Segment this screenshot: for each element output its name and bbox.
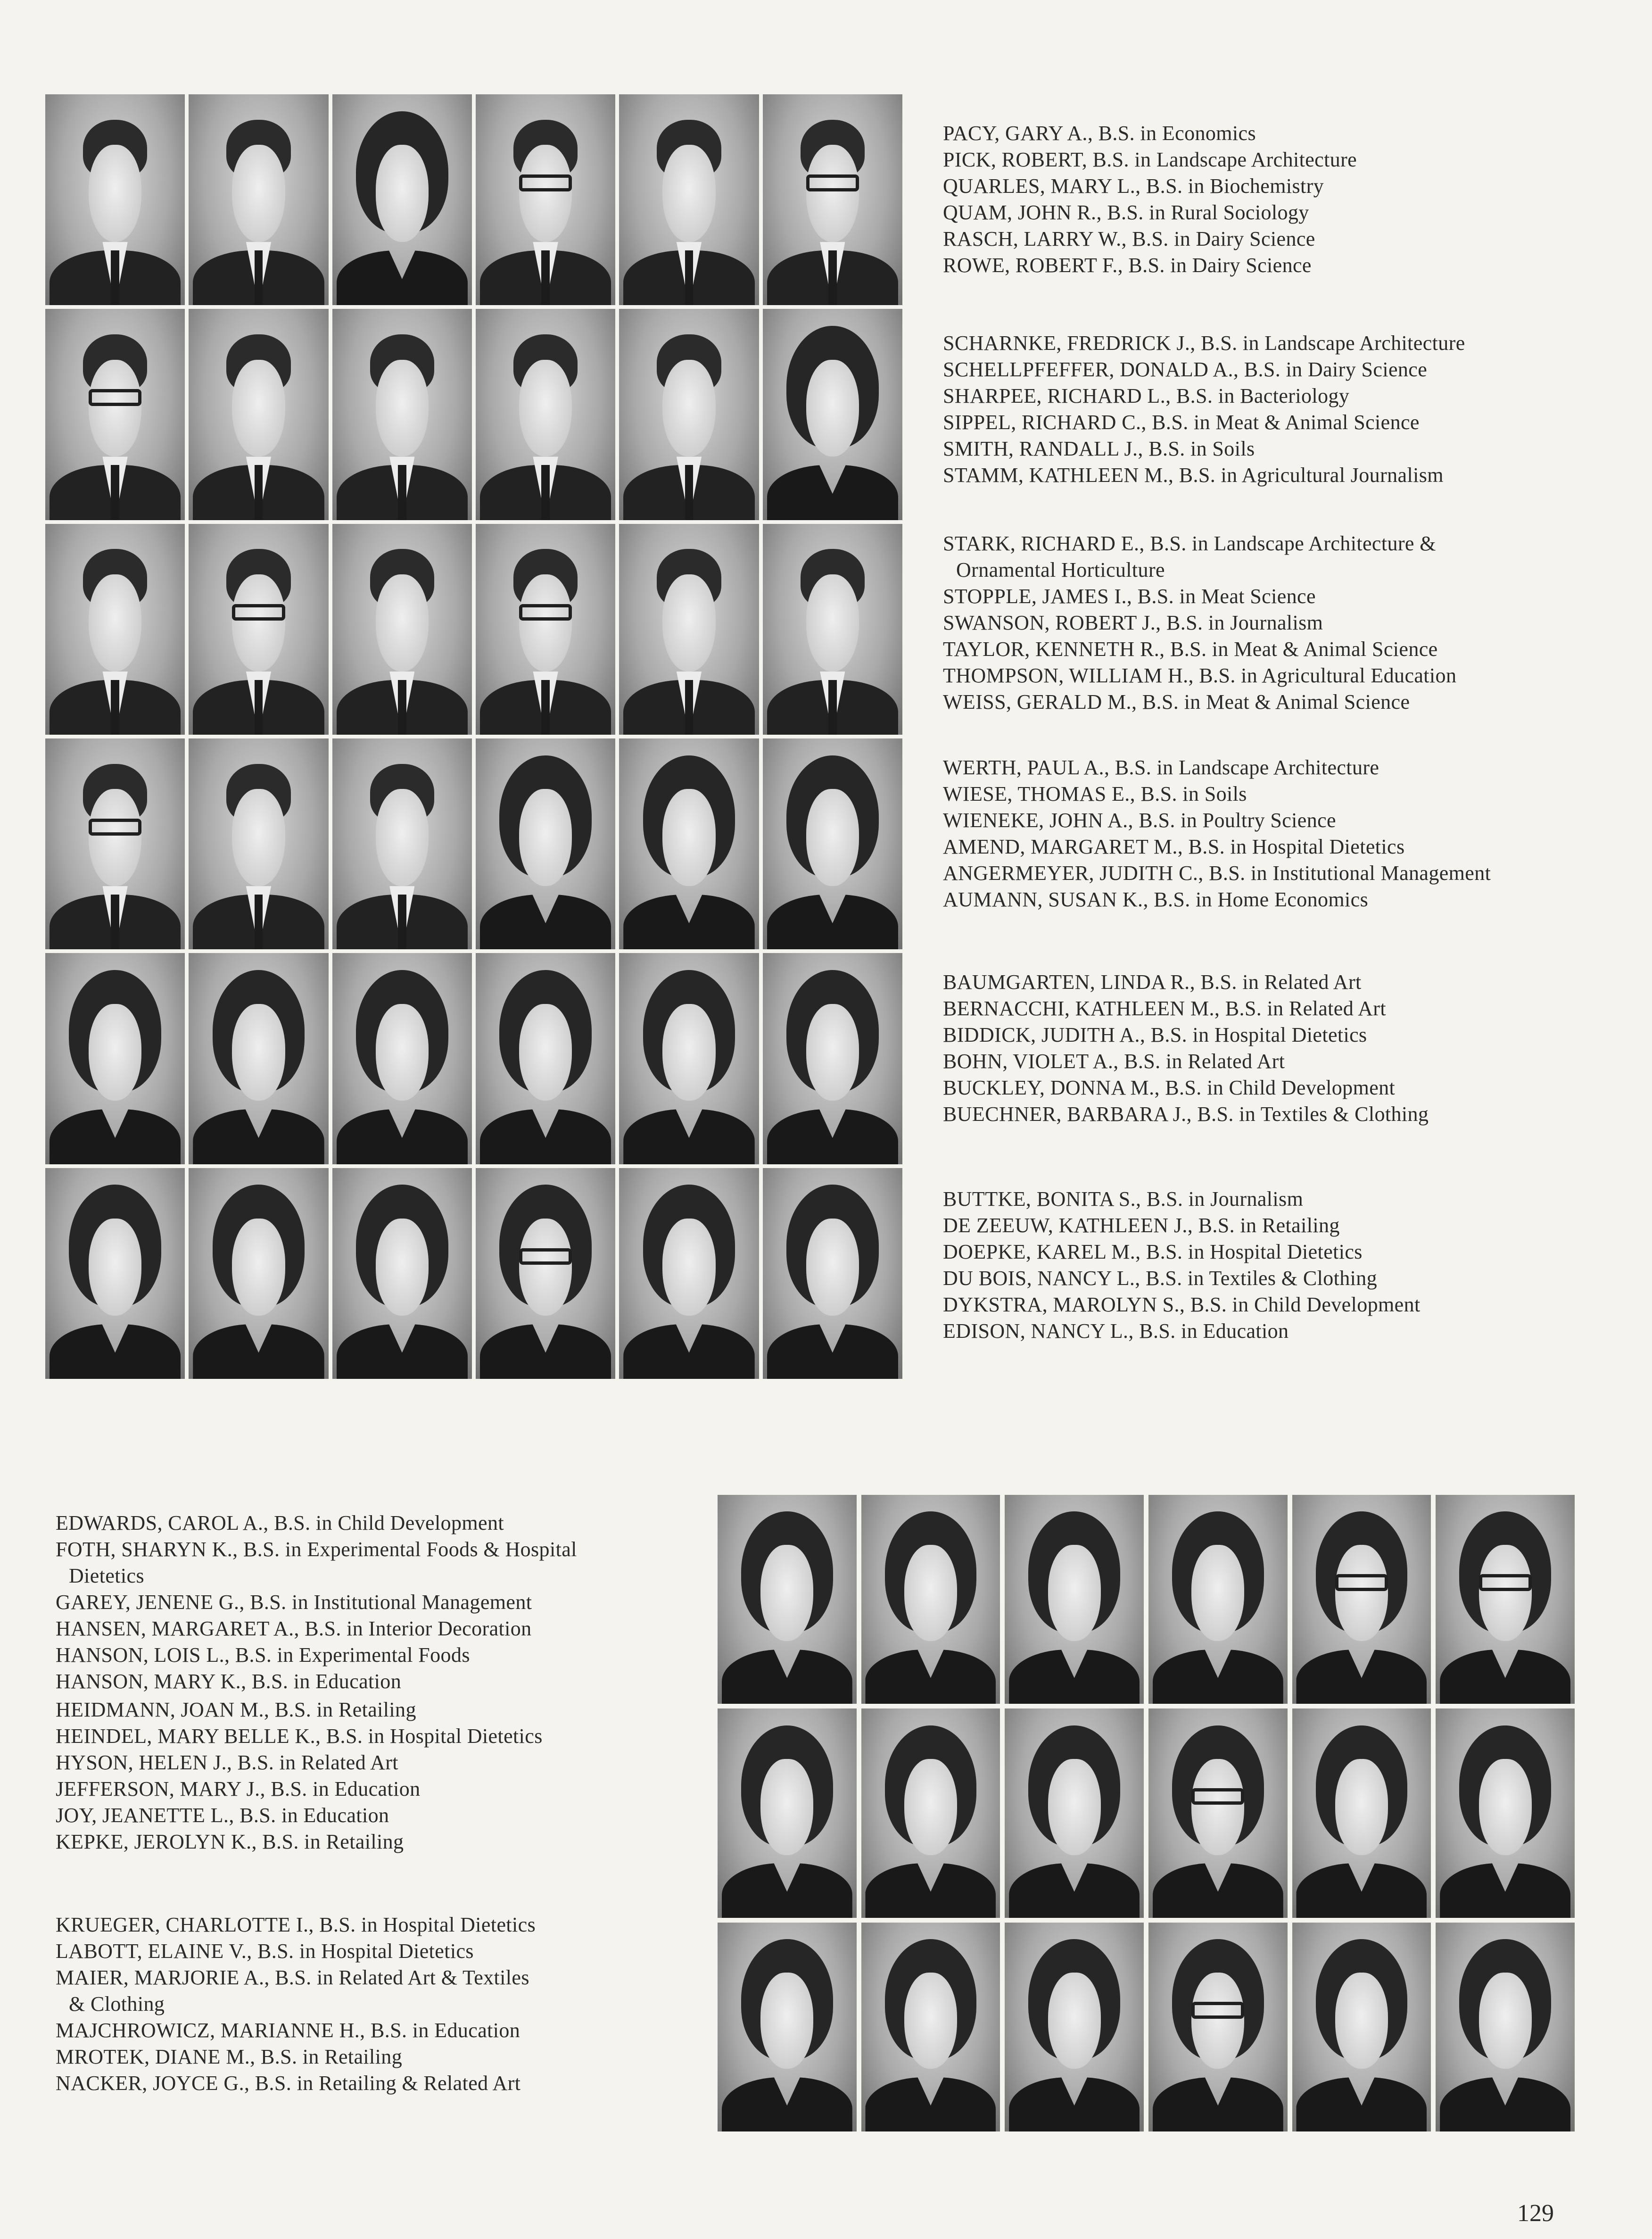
top-grid-portrait <box>45 309 185 520</box>
caption-block <box>56 1510 577 1695</box>
caption-line: FOTH, SHARYN K., B.S. in Experimental Foods & Hospital <box>56 1538 577 1561</box>
top-grid-portrait <box>189 524 328 735</box>
caption-line: ROWE, ROBERT F., B.S. in Dairy Science <box>943 254 1312 277</box>
caption-line: TAYLOR, KENNETH R., B.S. in Meat & Animal Science <box>943 638 1438 661</box>
top-grid-portrait <box>619 94 759 305</box>
caption-line: HANSON, LOIS L., B.S. in Experimental Foods <box>56 1643 470 1667</box>
top-grid-portrait <box>476 738 615 949</box>
top-grid-portrait <box>763 524 902 735</box>
caption-line: BUECHNER, BARBARA J., B.S. in Textiles & Clothing <box>943 1103 1429 1126</box>
caption-line: AMEND, MARGARET M., B.S. in Hospital Dietetics <box>943 835 1405 858</box>
top-grid-portrait <box>476 94 615 305</box>
top-grid-portrait <box>189 738 328 949</box>
top-grid-portrait <box>332 738 472 949</box>
top-grid-portrait <box>763 1168 902 1379</box>
caption-line: BAUMGARTEN, LINDA R., B.S. in Related Art <box>943 970 1362 994</box>
caption-line: THOMPSON, WILLIAM H., B.S. in Agricultural Education <box>943 664 1457 687</box>
caption-line: KEPKE, JEROLYN K., B.S. in Retailing <box>56 1830 404 1853</box>
top-grid-portrait <box>763 738 902 949</box>
bottom-grid-portrait <box>1148 1708 1288 1917</box>
top-grid-portrait <box>763 309 902 520</box>
caption-line: LABOTT, ELAINE V., B.S. in Hospital Dietetics <box>56 1940 474 1963</box>
caption-line: MAJCHROWICZ, MARIANNE H., B.S. in Education <box>56 2019 520 2042</box>
caption-line: MAIER, MARJORIE A., B.S. in Related Art & Textiles <box>56 1966 529 1989</box>
top-grid-portrait <box>476 309 615 520</box>
caption-line: BOHN, VIOLET A., B.S. in Related Art <box>943 1050 1285 1073</box>
caption-line: KRUEGER, CHARLOTTE I., B.S. in Hospital Dietetics <box>56 1913 536 1936</box>
top-grid-portrait <box>45 953 185 1164</box>
caption-line: QUAM, JOHN R., B.S. in Rural Sociology <box>943 201 1309 224</box>
top-grid-portrait <box>476 953 615 1164</box>
top-grid-portrait <box>332 1168 472 1379</box>
bottom-grid-portrait <box>1148 1495 1288 1704</box>
caption-line: Ornamental Horticulture <box>956 558 1165 581</box>
bottom-portrait-grid <box>718 1495 1575 2131</box>
caption-line: SIPPEL, RICHARD C., B.S. in Meat & Animal Science <box>943 411 1420 434</box>
bottom-grid-portrait <box>1436 1708 1575 1917</box>
page-number: 129 <box>1517 2200 1554 2227</box>
top-grid-portrait <box>476 1168 615 1379</box>
bottom-grid-portrait <box>861 1708 1000 1917</box>
caption-line: STOPPLE, JAMES I., B.S. in Meat Science <box>943 585 1316 608</box>
top-grid-portrait <box>763 94 902 305</box>
bottom-grid-portrait <box>1148 1923 1288 2131</box>
caption-line: STAMM, KATHLEEN M., B.S. in Agricultural Journalism <box>943 464 1444 487</box>
bottom-grid-portrait <box>1436 1495 1575 1704</box>
top-grid-portrait <box>332 953 472 1164</box>
bottom-grid-portrait <box>718 1923 857 2131</box>
caption-line: HANSEN, MARGARET A., B.S. in Interior Decoration <box>56 1617 532 1640</box>
caption-line: SMITH, RANDALL J., B.S. in Soils <box>943 437 1255 460</box>
caption-line: PICK, ROBERT, B.S. in Landscape Architecture <box>943 148 1357 171</box>
top-grid-portrait <box>189 94 328 305</box>
top-grid-portrait <box>619 309 759 520</box>
bottom-grid-portrait <box>1436 1923 1575 2131</box>
caption-line: JEFFERSON, MARY J., B.S. in Education <box>56 1777 421 1800</box>
bottom-grid-portrait <box>1292 1923 1431 2131</box>
caption-block <box>943 1186 1421 1344</box>
caption-line: ANGERMEYER, JUDITH C., B.S. in Institutional Management <box>943 862 1491 885</box>
top-grid-portrait <box>189 953 328 1164</box>
top-grid-portrait <box>45 738 185 949</box>
bottom-grid-portrait <box>718 1708 857 1917</box>
bottom-grid-portrait <box>718 1495 857 1704</box>
caption-line: QUARLES, MARY L., B.S. in Biochemistry <box>943 174 1324 198</box>
top-grid-portrait <box>45 1168 185 1379</box>
bottom-grid-portrait <box>1005 1923 1144 2131</box>
bottom-grid-portrait <box>1005 1708 1144 1917</box>
top-grid-portrait <box>619 1168 759 1379</box>
top-grid-portrait <box>332 309 472 520</box>
caption-line: SCHARNKE, FREDRICK J., B.S. in Landscape Architecture <box>943 332 1465 355</box>
caption-line: RASCH, LARRY W., B.S. in Dairy Science <box>943 227 1315 250</box>
caption-line: Dietetics <box>69 1564 144 1587</box>
caption-line: SHARPEE, RICHARD L., B.S. in Bacteriology <box>943 384 1350 407</box>
caption-line: PACY, GARY A., B.S. in Economics <box>943 122 1256 145</box>
caption-line: DU BOIS, NANCY L., B.S. in Textiles & Clothing <box>943 1267 1378 1290</box>
top-grid-portrait <box>476 524 615 735</box>
caption-line: SCHELLPFEFFER, DONALD A., B.S. in Dairy Science <box>943 358 1428 381</box>
caption-block <box>943 120 1357 279</box>
top-grid-portrait <box>45 94 185 305</box>
caption-line: DYKSTRA, MAROLYN S., B.S. in Child Development <box>943 1293 1421 1316</box>
top-grid-portrait <box>619 738 759 949</box>
caption-line: WIESE, THOMAS E., B.S. in Soils <box>943 782 1247 805</box>
caption-block <box>943 969 1429 1128</box>
caption-line: & Clothing <box>69 1992 165 2015</box>
caption-line: HANSON, MARY K., B.S. in Education <box>56 1670 402 1693</box>
caption-line: DE ZEEUW, KATHLEEN J., B.S. in Retailing <box>943 1214 1340 1237</box>
top-grid-portrait <box>45 524 185 735</box>
caption-line: DOEPKE, KAREL M., B.S. in Hospital Dietetics <box>943 1240 1363 1263</box>
top-grid-portrait <box>619 524 759 735</box>
caption-line: WEISS, GERALD M., B.S. in Meat & Animal Science <box>943 690 1410 713</box>
caption-line: WIENEKE, JOHN A., B.S. in Poultry Science <box>943 809 1336 832</box>
caption-line: BUCKLEY, DONNA M., B.S. in Child Development <box>943 1076 1396 1099</box>
caption-line: STARK, RICHARD E., B.S. in Landscape Architecture & <box>943 532 1436 555</box>
top-grid-portrait <box>332 524 472 735</box>
bottom-grid-portrait <box>1292 1708 1431 1917</box>
caption-line: EDISON, NANCY L., B.S. in Education <box>943 1319 1289 1343</box>
caption-line: GAREY, JENENE G., B.S. in Institutional Management <box>56 1591 532 1614</box>
top-grid-portrait <box>189 1168 328 1379</box>
bottom-grid-portrait <box>861 1495 1000 1704</box>
caption-block <box>56 1912 536 2097</box>
caption-block <box>56 1697 543 1855</box>
caption-line: HEINDEL, MARY BELLE K., B.S. in Hospital Dietetics <box>56 1725 543 1748</box>
caption-line: AUMANN, SUSAN K., B.S. in Home Economics <box>943 888 1369 911</box>
bottom-grid-portrait <box>861 1923 1000 2131</box>
caption-block <box>943 330 1465 489</box>
caption-line: EDWARDS, CAROL A., B.S. in Child Development <box>56 1511 504 1534</box>
top-grid-portrait <box>763 953 902 1164</box>
top-grid-portrait <box>189 309 328 520</box>
caption-line: HEIDMANN, JOAN M., B.S. in Retailing <box>56 1698 416 1721</box>
caption-line: HYSON, HELEN J., B.S. in Related Art <box>56 1751 398 1774</box>
caption-line: BERNACCHI, KATHLEEN M., B.S. in Related Art <box>943 997 1386 1020</box>
caption-line: WERTH, PAUL A., B.S. in Landscape Architecture <box>943 756 1379 779</box>
top-grid-portrait <box>332 94 472 305</box>
bottom-grid-portrait <box>1292 1495 1431 1704</box>
caption-block <box>943 531 1456 715</box>
caption-line: BIDDICK, JUDITH A., B.S. in Hospital Dietetics <box>943 1023 1367 1046</box>
caption-line: SWANSON, ROBERT J., B.S. in Journalism <box>943 611 1323 634</box>
caption-line: NACKER, JOYCE G., B.S. in Retailing & Related Art <box>56 2072 521 2095</box>
top-portrait-grid <box>45 94 902 1379</box>
caption-line: BUTTKE, BONITA S., B.S. in Journalism <box>943 1187 1304 1211</box>
bottom-grid-portrait <box>1005 1495 1144 1704</box>
caption-line: MROTEK, DIANE M., B.S. in Retailing <box>56 2045 403 2068</box>
caption-block <box>943 755 1491 913</box>
top-grid-portrait <box>619 953 759 1164</box>
caption-line: JOY, JEANETTE L., B.S. in Education <box>56 1804 389 1827</box>
